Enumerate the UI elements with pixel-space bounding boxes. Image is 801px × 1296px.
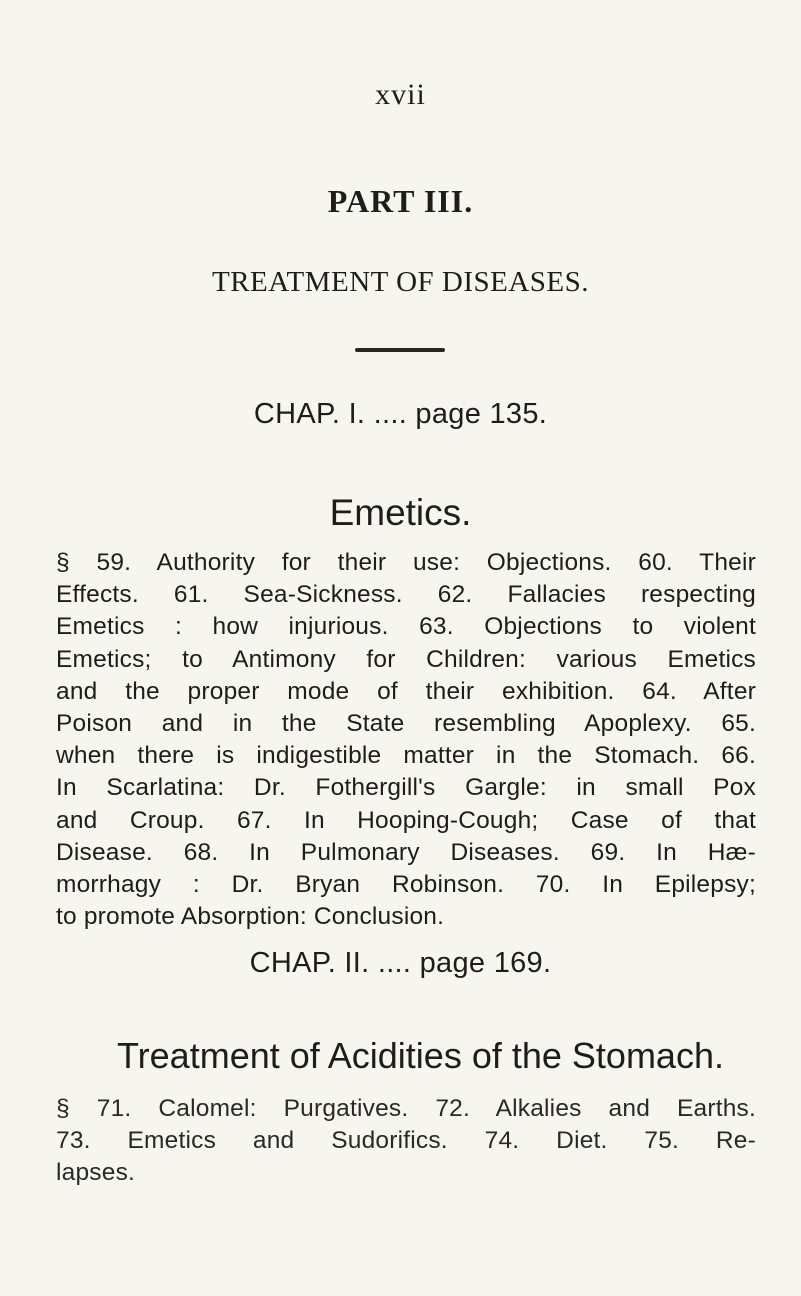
chapter-2-contents	[56, 1093, 756, 1190]
contents-line: Emetics : how injurious. 63. Objections to violent	[56, 613, 756, 641]
chapter-1-line: CHAP. I. .... page 135.	[253, 398, 548, 430]
contents-line: Poison and in the State resembling Apoplexy. 65.	[56, 710, 756, 738]
contents-line: Emetics; to Antimony for Children: various Emetics	[56, 645, 756, 673]
contents-line: Disease. 68. In Pulmonary Diseases. 69. In Hæ-	[56, 838, 756, 866]
contents-line: In Scarlatina: Dr. Fothergill's Gargle: in small Pox	[56, 774, 756, 802]
contents-line: when there is indigestible matter in the Stomach. 66.	[56, 742, 756, 770]
part-title: TREATMENT OF DISEASES.	[211, 266, 590, 298]
contents-line: and the proper mode of their exhibition. 64. After	[56, 677, 756, 705]
chapter-1-contents	[56, 547, 756, 933]
contents-line: Effects. 61. Sea-Sickness. 62. Fallacies respecting	[56, 581, 756, 609]
chapter-1-heading: Emetics.	[329, 492, 472, 533]
chapter-2-heading: Treatment of Acidities of the Stomach.	[117, 1035, 724, 1076]
contents-line: lapses.	[56, 1159, 136, 1187]
part-heading: PART III.	[327, 183, 474, 219]
contents-line: 73. Emetics and Sudorifics. 74. Diet. 75. Re-	[56, 1127, 756, 1155]
contents-line: § 59. Authority for their use: Objections. 60. Their	[56, 549, 756, 576]
contents-line: morrhagy : Dr. Bryan Robinson. 70. In Epilepsy;	[56, 871, 756, 899]
contents-line: to promote Absorption: Conclusion.	[56, 903, 445, 931]
page-number: xvii	[375, 78, 426, 111]
section-divider	[355, 348, 445, 352]
chapter-2-line: CHAP. II. .... page 169.	[249, 947, 552, 979]
contents-line: and Croup. 67. In Hooping-Cough; Case of that	[56, 806, 756, 834]
contents-line: § 71. Calomel: Purgatives. 72. Alkalies and Earths.	[56, 1095, 756, 1122]
